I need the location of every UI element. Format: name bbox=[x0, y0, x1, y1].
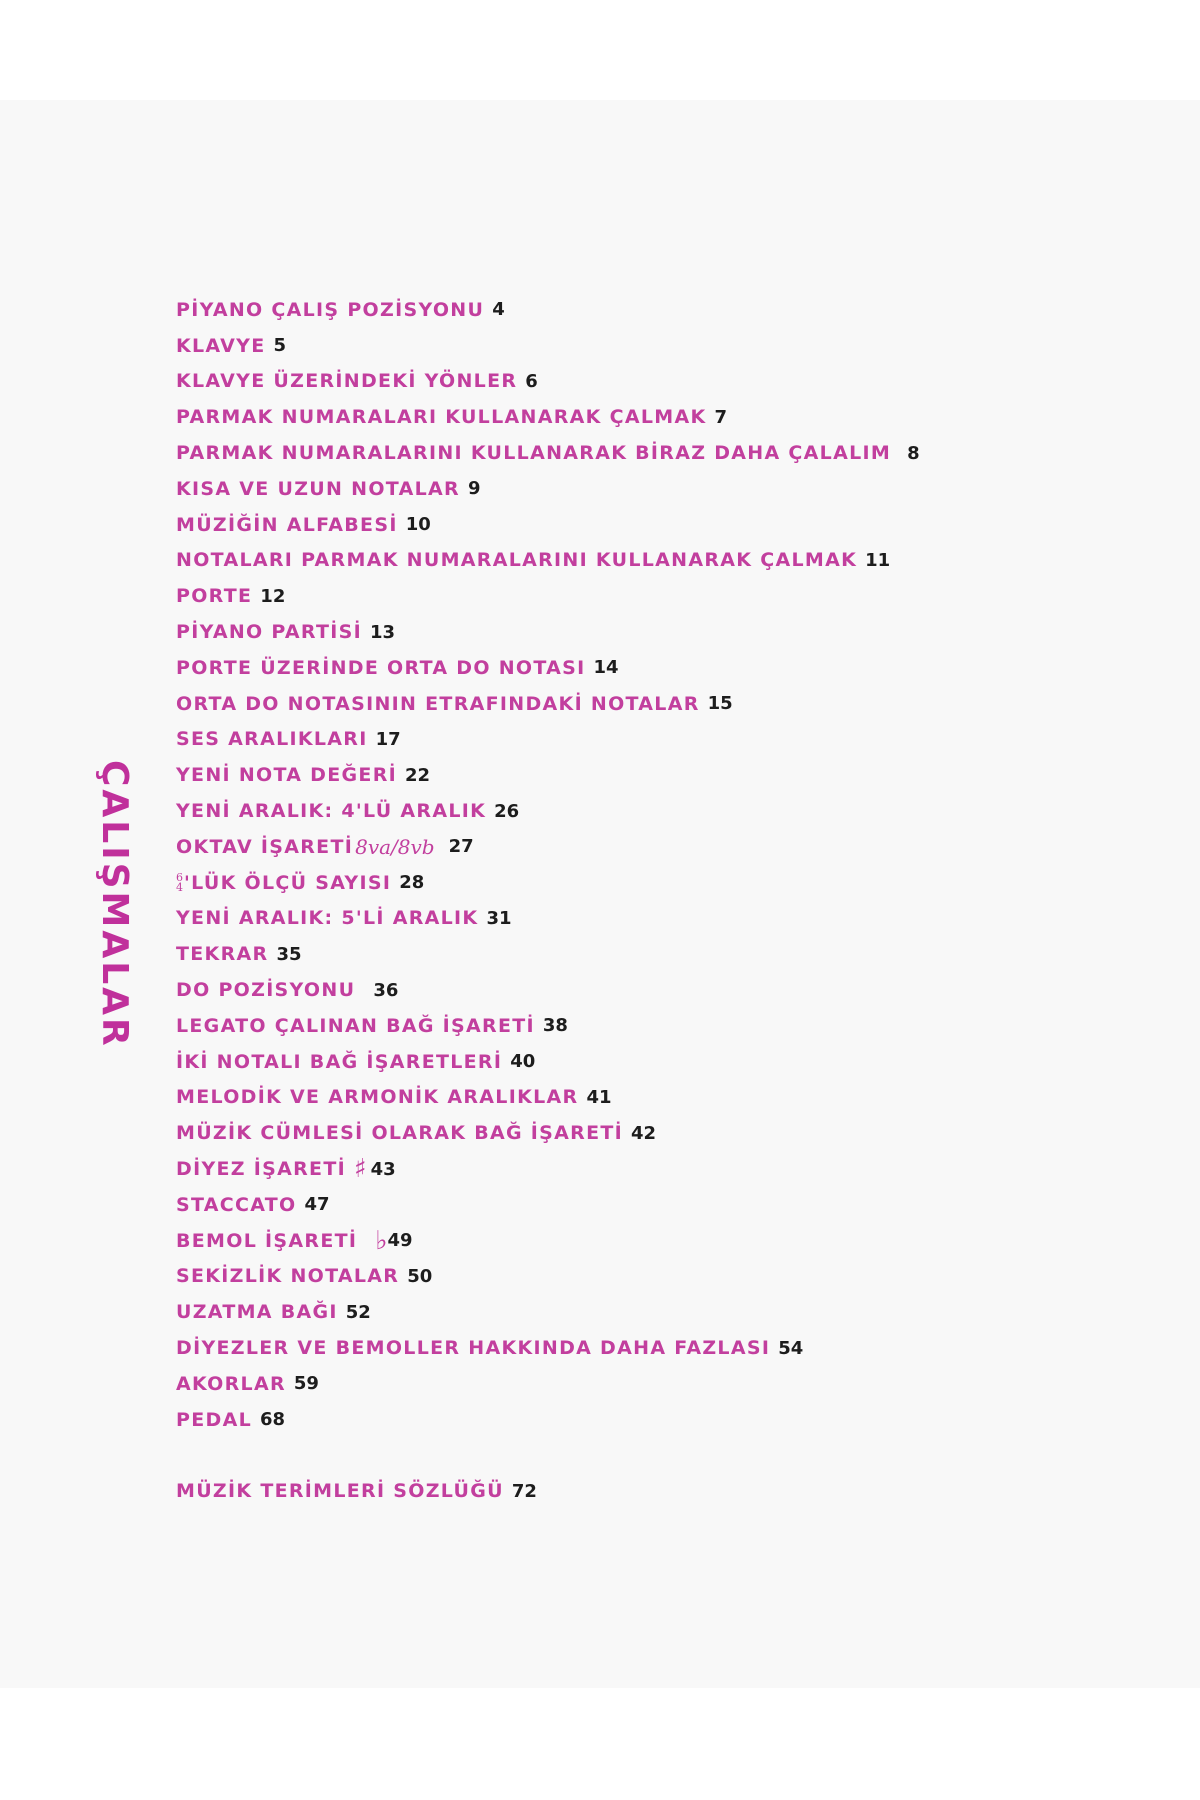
toc-entry-title: PORTE ÜZERİNDE ORTA DO NOTASI bbox=[176, 656, 586, 679]
toc-entry[interactable] bbox=[176, 399, 920, 435]
toc-entry-title: BEMOL İŞARETİ bbox=[176, 1229, 358, 1252]
toc-entry-page: 4 bbox=[492, 299, 505, 321]
toc-entry-title: MÜZİĞİN ALFABESİ bbox=[176, 513, 398, 536]
toc-entry-title: YENİ ARALIK: 5'Lİ ARALIK bbox=[176, 907, 479, 930]
toc-entry-page: 8 bbox=[907, 442, 920, 464]
toc-entry[interactable] bbox=[176, 1151, 920, 1187]
section-title: ÇALIŞMALAR bbox=[94, 760, 135, 1049]
toc-entry-page: 12 bbox=[260, 585, 286, 607]
toc-entry[interactable] bbox=[176, 1008, 920, 1044]
toc-entry-page: 54 bbox=[778, 1337, 804, 1359]
toc-entry[interactable] bbox=[176, 650, 920, 686]
toc-entry-title: TEKRAR bbox=[176, 943, 269, 966]
toc-entry[interactable] bbox=[176, 1115, 920, 1151]
toc-entry-page: 22 bbox=[405, 764, 431, 786]
toc-entry-title: 'LÜK ÖLÇÜ SAYISI bbox=[184, 871, 392, 894]
flat-icon: ♭ bbox=[375, 1225, 388, 1256]
toc-entry-page: 43 bbox=[370, 1158, 396, 1180]
toc-entry-title: OKTAV İŞARETİ bbox=[176, 835, 354, 858]
toc-entry-page: 40 bbox=[510, 1051, 536, 1073]
toc-entry[interactable] bbox=[176, 722, 920, 758]
toc-entry-page: 47 bbox=[304, 1194, 330, 1216]
toc-entry-title: MÜZİK CÜMLESİ OLARAK BAĞ İŞARETİ bbox=[176, 1122, 623, 1145]
toc-entry-page: 7 bbox=[714, 406, 728, 428]
toc-entry-page: 10 bbox=[405, 514, 431, 536]
toc-entry[interactable] bbox=[176, 471, 920, 507]
toc-entry-title: YENİ ARALIK: 4'LÜ ARALIK bbox=[176, 800, 487, 823]
toc-entry-page: 6 bbox=[525, 370, 538, 392]
toc-entry-title: DİYEZLER VE BEMOLLER HAKKINDA DAHA FAZLASI bbox=[176, 1337, 771, 1359]
toc-entry-title: AKORLAR bbox=[176, 1372, 286, 1395]
toc-entry-page: 27 bbox=[448, 836, 474, 858]
toc-entry-page: 68 bbox=[260, 1409, 286, 1431]
toc-entry-page: 26 bbox=[494, 800, 520, 822]
toc-entry[interactable] bbox=[176, 1330, 920, 1366]
toc-entry[interactable] bbox=[176, 829, 920, 865]
toc-entry-title: DO POZİSYONU bbox=[176, 979, 356, 1002]
toc-entry-page: 11 bbox=[865, 549, 891, 571]
toc-entry[interactable] bbox=[176, 936, 920, 972]
toc-entry-page: 17 bbox=[375, 728, 401, 750]
toc-entry-page: 59 bbox=[293, 1373, 319, 1395]
toc-entry[interactable] bbox=[176, 292, 920, 328]
toc-entry-title: KISA VE UZUN NOTALAR bbox=[176, 477, 460, 500]
toc-entry-title: LEGATO ÇALINAN BAĞ İŞARETİ bbox=[176, 1014, 535, 1037]
toc-entry-title: SES ARALIKLARI bbox=[176, 728, 368, 751]
toc-entry-title: PİYANO ÇALIŞ POZİSYONU bbox=[176, 298, 485, 321]
toc-entry-page: 72 bbox=[511, 1480, 537, 1502]
toc-entry-title: İKİ NOTALI BAĞ İŞARETLERİ bbox=[176, 1050, 503, 1073]
toc-entry[interactable] bbox=[176, 364, 920, 400]
time-signature-top: 6 bbox=[176, 870, 183, 884]
toc-entry[interactable] bbox=[176, 972, 920, 1008]
time-signature-icon bbox=[176, 870, 183, 894]
toc-entry-title: PİYANO PARTİSİ bbox=[176, 621, 362, 644]
toc-entry[interactable] bbox=[176, 435, 920, 471]
toc-entry[interactable] bbox=[176, 901, 920, 937]
toc-entry[interactable] bbox=[176, 614, 920, 650]
toc-entry-page: 38 bbox=[542, 1015, 568, 1037]
toc-entry[interactable] bbox=[176, 1080, 920, 1116]
toc-entry[interactable] bbox=[176, 793, 920, 829]
ottava-symbol: 8va/8vb bbox=[355, 834, 435, 859]
toc-entry-title: KLAVYE bbox=[176, 334, 266, 357]
toc-entry-glossary[interactable] bbox=[176, 1474, 920, 1510]
toc-entry-title: DİYEZ İŞARETİ bbox=[176, 1158, 346, 1181]
toc-entry-title: MELODİK VE ARMONİK ARALIKLAR bbox=[176, 1086, 579, 1109]
toc-entry[interactable] bbox=[176, 1402, 920, 1438]
toc-entry-title: PARMAK NUMARALARINI KULLANARAK BİRAZ DAHA ÇALALIM bbox=[176, 442, 892, 465]
toc-entry-title: PARMAK NUMARALARI KULLANARAK ÇALMAK bbox=[176, 406, 707, 429]
toc-entry-page: 49 bbox=[387, 1230, 413, 1252]
toc-entry[interactable] bbox=[176, 1044, 920, 1080]
toc-entry-title: STACCATO bbox=[176, 1193, 297, 1216]
toc-entry-page: 5 bbox=[273, 335, 287, 357]
toc-entry-title: PORTE bbox=[176, 585, 253, 608]
toc-entry-page: 31 bbox=[486, 907, 512, 929]
toc-entry[interactable] bbox=[176, 757, 920, 793]
toc-entry-page: 42 bbox=[630, 1122, 657, 1144]
toc-entry-title: KLAVYE ÜZERİNDEKİ YÖNLER bbox=[176, 370, 518, 393]
toc-entry-page: 50 bbox=[407, 1265, 433, 1287]
toc-entry-page: 15 bbox=[707, 693, 733, 715]
toc-entry-title: PEDAL bbox=[176, 1408, 252, 1431]
toc-entry-title: MÜZİK TERİMLERİ SÖZLÜĞÜ bbox=[176, 1480, 504, 1503]
toc-entry[interactable] bbox=[176, 1294, 920, 1330]
toc-entry[interactable] bbox=[176, 507, 920, 543]
toc-entry-page: 41 bbox=[586, 1086, 612, 1108]
toc-entry-page: 13 bbox=[369, 621, 396, 643]
toc-entry[interactable] bbox=[176, 578, 920, 614]
toc-entry-title: SEKİZLİK NOTALAR bbox=[176, 1265, 400, 1288]
toc-entry-title: NOTALARI PARMAK NUMARALARINI KULLANARAK ÇALMAK bbox=[176, 549, 858, 572]
sharp-icon: ♯ bbox=[353, 1154, 367, 1185]
toc-entry[interactable] bbox=[176, 1259, 920, 1295]
toc-entry-page: 28 bbox=[399, 872, 425, 894]
toc-entry[interactable] bbox=[176, 1223, 920, 1259]
toc-entry-page: 35 bbox=[276, 943, 302, 965]
toc-entry-title: ORTA DO NOTASININ ETRAFINDAKİ NOTALAR bbox=[176, 692, 700, 715]
toc-entry[interactable] bbox=[176, 328, 920, 364]
toc-entry-title: YENİ NOTA DEĞERİ bbox=[176, 764, 398, 787]
toc-entry[interactable] bbox=[176, 1187, 920, 1223]
table-of-contents bbox=[176, 292, 920, 1509]
toc-entry[interactable] bbox=[176, 543, 920, 579]
time-signature-bottom: 4 bbox=[176, 880, 183, 894]
toc-entry[interactable] bbox=[176, 1366, 920, 1402]
toc-entry[interactable] bbox=[176, 865, 920, 901]
toc-entry-page: 14 bbox=[593, 657, 619, 679]
toc-entry-page: 36 bbox=[373, 979, 399, 1001]
toc-entry-page: 52 bbox=[345, 1301, 371, 1323]
toc-entry-page: 9 bbox=[467, 478, 481, 500]
toc-entry-title: UZATMA BAĞI bbox=[176, 1301, 338, 1324]
toc-entry[interactable] bbox=[176, 686, 920, 722]
